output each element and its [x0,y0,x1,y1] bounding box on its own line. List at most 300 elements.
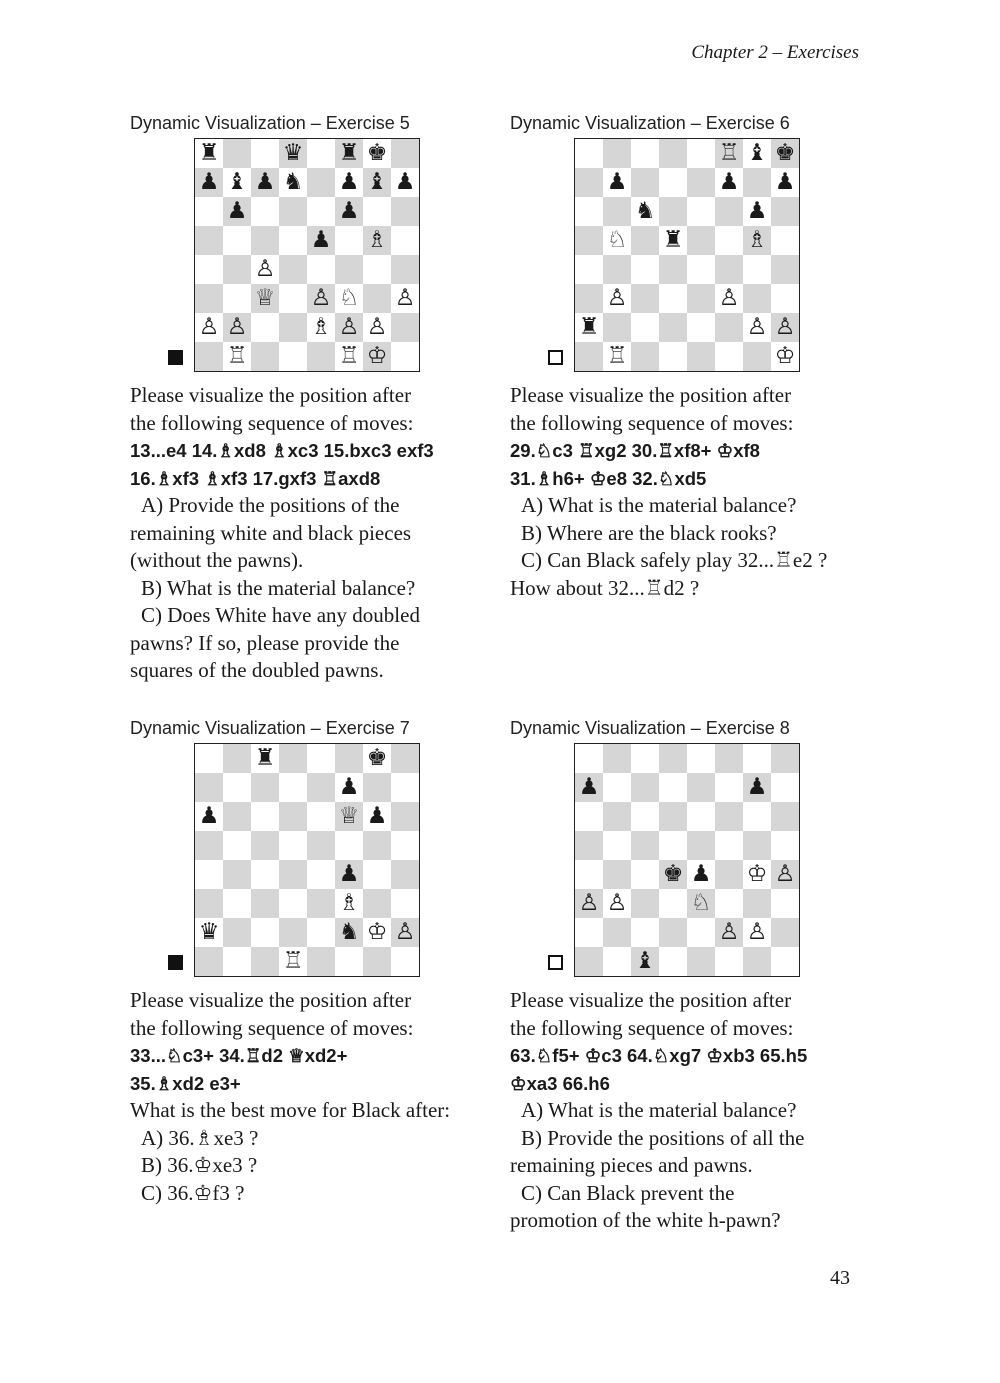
white-pawn-icon: ♙ [771,313,799,342]
intro-line: Please visualize the position after [510,988,792,1012]
board-square [307,197,335,226]
exercise-text [130,382,495,685]
black-bishop-icon: ♝ [743,139,771,168]
white-king-icon: ♔ [363,342,391,371]
board-square [715,831,743,860]
board-square [363,860,391,889]
chess-board [574,138,800,372]
board-square [659,255,687,284]
white-bishop-icon: ♗ [307,313,335,342]
exercise-text [510,382,875,602]
question-line: C) Does White have any doubled [141,603,420,627]
board-square [631,139,659,168]
board-square [715,860,743,889]
white-pawn-icon: ♙ [771,860,799,889]
white-queen-icon: ♕ [335,802,363,831]
board-square [743,744,771,773]
board-square [195,255,223,284]
exercise-title: Dynamic Visualization – Exercise 7 [130,718,410,738]
board-square [575,744,603,773]
board-square [631,226,659,255]
board-square [687,802,715,831]
white-knight-icon: ♘ [603,226,631,255]
board-square [771,918,799,947]
board-square [603,860,631,889]
white-king-icon: ♔ [743,860,771,889]
board-square [223,139,251,168]
black-bishop-icon: ♝ [223,168,251,197]
board-square [279,860,307,889]
board-square [687,918,715,947]
page-number: 43 [830,1267,850,1289]
white-rook-icon: ♖ [715,139,743,168]
board-square [631,255,659,284]
question-line: A) What is the material balance? [521,493,797,517]
board-square [223,831,251,860]
board-square [307,947,335,976]
question-line: promotion of the white h-pawn? [510,1208,781,1232]
board-square [603,802,631,831]
black-pawn-icon: ♟ [687,860,715,889]
chess-board [194,743,420,977]
black-pawn-icon: ♟ [195,168,223,197]
board-square [659,139,687,168]
board-square [307,773,335,802]
board-square [631,284,659,313]
board-square [335,255,363,284]
board-square [603,918,631,947]
board-square [391,947,419,976]
board-square [771,831,799,860]
black-king-icon: ♚ [363,744,391,773]
board-square [391,197,419,226]
diagram [130,138,495,374]
board-square [771,255,799,284]
board-square [195,947,223,976]
board-square [363,284,391,313]
chess-board [194,138,420,372]
black-pawn-icon: ♟ [603,168,631,197]
question-line: C) 36.♔f3 ? [141,1180,245,1205]
black-knight-icon: ♞ [631,197,659,226]
side-to-move-marker [548,350,563,365]
board-square [715,226,743,255]
board-square [659,197,687,226]
black-bishop-icon: ♝ [631,947,659,976]
board-square [307,831,335,860]
question-line: A) Provide the positions of the [141,493,400,517]
board-square [687,197,715,226]
white-pawn-icon: ♙ [715,284,743,313]
white-pawn-icon: ♙ [363,313,391,342]
white-pawn-icon: ♙ [251,255,279,284]
board-square [279,802,307,831]
black-queen-icon: ♛ [195,918,223,947]
board-square [743,168,771,197]
board-square [575,802,603,831]
board-square [363,773,391,802]
board-square [575,226,603,255]
black-pawn-icon: ♟ [335,860,363,889]
board-square [659,889,687,918]
board-square [307,342,335,371]
board-square [251,947,279,976]
board-square [223,860,251,889]
board-square [307,918,335,947]
board-square [575,918,603,947]
intro-line: the following sequence of moves: [510,410,794,435]
board-square [715,197,743,226]
board-square [279,313,307,342]
intro-line: Please visualize the position after [130,383,412,407]
board-square [195,860,223,889]
board-square [603,947,631,976]
board-square [659,918,687,947]
board-square [307,860,335,889]
board-square [575,284,603,313]
white-pawn-icon: ♙ [743,918,771,947]
board-square [631,889,659,918]
black-pawn-icon: ♟ [307,226,335,255]
board-square [659,284,687,313]
board-square [771,226,799,255]
board-square [279,342,307,371]
move-sequence: 13...e4 14.♗xd8 ♗xc3 15.bxc3 exf3 [130,440,434,461]
exercise-title: Dynamic Visualization – Exercise 5 [130,113,410,133]
intro-line: the following sequence of moves: [130,1015,414,1040]
black-pawn-icon: ♟ [715,168,743,197]
board-square [223,284,251,313]
board-square [659,773,687,802]
board-square [687,139,715,168]
board-square [715,889,743,918]
board-square [391,255,419,284]
exercise-5 [130,112,495,685]
board-square [391,139,419,168]
board-square [279,773,307,802]
board-square [603,139,631,168]
exercise-text [510,987,875,1235]
board-square [743,802,771,831]
question-line: remaining white and black pieces [130,520,412,545]
board-square [251,773,279,802]
black-knight-icon: ♞ [335,918,363,947]
exercise-8 [510,717,875,1235]
board-square [307,255,335,284]
white-knight-icon: ♘ [687,889,715,918]
board-square [391,226,419,255]
question-line: B) What is the material balance? [141,575,416,600]
white-king-icon: ♔ [771,342,799,371]
board-square [575,342,603,371]
white-pawn-icon: ♙ [391,918,419,947]
board-square [603,313,631,342]
board-square [631,342,659,371]
white-pawn-icon: ♙ [223,313,251,342]
white-rook-icon: ♖ [603,342,631,371]
board-square [251,918,279,947]
board-square [363,947,391,976]
intro-line: the following sequence of moves: [130,410,414,435]
board-square [603,744,631,773]
board-square [195,284,223,313]
move-sequence: 35.♗xd2 e3+ [130,1072,241,1094]
board-square [307,744,335,773]
board-square [251,139,279,168]
board-square [743,342,771,371]
diagram [510,743,875,979]
black-rook-icon: ♜ [575,313,603,342]
white-queen-icon: ♕ [251,284,279,313]
move-sequence: 33...♘c3+ 34.♖d2 ♕xd2+ [130,1045,348,1066]
board-square [687,831,715,860]
black-rook-icon: ♜ [195,139,223,168]
question-line: remaining pieces and pawns. [510,1153,753,1177]
white-bishop-icon: ♗ [743,226,771,255]
board-square [659,947,687,976]
white-rook-icon: ♖ [335,342,363,371]
white-rook-icon: ♖ [223,342,251,371]
black-king-icon: ♚ [659,860,687,889]
white-pawn-icon: ♙ [307,284,335,313]
board-square [659,744,687,773]
black-pawn-icon: ♟ [391,168,419,197]
move-sequence: 63.♘f5+ ♔c3 64.♘xg7 ♔xb3 65.h5 [510,1045,808,1066]
black-pawn-icon: ♟ [335,773,363,802]
board-square [631,313,659,342]
board-square [771,284,799,313]
board-square [251,860,279,889]
board-square [659,313,687,342]
board-square [223,255,251,284]
black-pawn-icon: ♟ [363,802,391,831]
board-square [391,313,419,342]
board-square [307,802,335,831]
black-pawn-icon: ♟ [251,168,279,197]
board-square [251,802,279,831]
board-square [307,889,335,918]
side-to-move-marker [168,350,183,365]
board-square [575,168,603,197]
board-square [195,831,223,860]
board-square [251,342,279,371]
board-square [279,284,307,313]
board-square [223,889,251,918]
board-square [771,197,799,226]
board-square [659,168,687,197]
board-square [223,744,251,773]
board-square [771,947,799,976]
board-square [251,831,279,860]
side-to-move-marker [548,955,563,970]
board-square [391,889,419,918]
board-square [223,802,251,831]
board-square [687,313,715,342]
black-pawn-icon: ♟ [771,168,799,197]
board-square [363,197,391,226]
board-square [631,773,659,802]
black-rook-icon: ♜ [251,744,279,773]
move-sequence: 16.♗xf3 ♗xf3 17.gxf3 ♖axd8 [130,467,381,489]
move-sequence: 29.♘c3 ♖xg2 30.♖xf8+ ♔xf8 [510,440,760,461]
board-square [743,889,771,918]
board-square [279,918,307,947]
board-square [631,744,659,773]
question-line: C) Can Black safely play 32...♖e2 ? [521,548,828,572]
board-square [687,947,715,976]
board-square [743,284,771,313]
question-line: B) Where are the black rooks? [521,520,777,545]
black-queen-icon: ♛ [279,139,307,168]
board-square [575,255,603,284]
board-square [575,947,603,976]
board-square [195,744,223,773]
board-square [687,342,715,371]
board-square [195,889,223,918]
board-square [743,947,771,976]
board-square [631,831,659,860]
white-knight-icon: ♘ [335,284,363,313]
board-square [223,947,251,976]
board-square [603,197,631,226]
board-square [715,313,743,342]
board-square [223,773,251,802]
board-square [391,773,419,802]
board-square [391,342,419,371]
board-square [391,860,419,889]
exercise-6 [510,112,875,602]
exercise-7 [130,717,495,1207]
board-square [195,342,223,371]
board-square [279,255,307,284]
exercise-text [130,987,495,1207]
white-pawn-icon: ♙ [603,889,631,918]
board-square [771,889,799,918]
board-square [279,744,307,773]
board-square [391,831,419,860]
board-square [195,773,223,802]
white-rook-icon: ♖ [279,947,307,976]
board-square [687,744,715,773]
white-pawn-icon: ♙ [575,889,603,918]
board-square [743,831,771,860]
board-square [307,139,335,168]
white-pawn-icon: ♙ [195,313,223,342]
board-square [391,744,419,773]
question-line: squares of the doubled pawns. [130,658,384,682]
diagram [130,743,495,979]
black-pawn-icon: ♟ [575,773,603,802]
board-square [631,168,659,197]
board-square [363,831,391,860]
board-square [279,226,307,255]
question-line: A) 36.♗xe3 ? [141,1125,259,1150]
question-line: (without the pawns). [130,548,304,572]
board-square [251,226,279,255]
intro-line: Please visualize the position after [510,383,792,407]
board-square [363,889,391,918]
board-square [715,342,743,371]
question-line: A) What is the material balance? [521,1098,797,1122]
board-square [687,773,715,802]
question-line: C) Can Black prevent the [521,1180,735,1205]
board-square [335,744,363,773]
board-square [307,168,335,197]
diagram [510,138,875,374]
board-square [715,947,743,976]
board-square [195,197,223,226]
black-rook-icon: ♜ [659,226,687,255]
running-header: Chapter 2 – Exercises [691,42,859,63]
black-rook-icon: ♜ [335,139,363,168]
black-pawn-icon: ♟ [743,197,771,226]
board-square [603,773,631,802]
white-bishop-icon: ♗ [335,889,363,918]
board-square [743,255,771,284]
board-square [715,802,743,831]
intro-line: the following sequence of moves: [510,1015,794,1040]
board-square [195,226,223,255]
board-square [687,284,715,313]
board-square [223,918,251,947]
white-pawn-icon: ♙ [335,313,363,342]
board-square [251,889,279,918]
move-sequence: 31.♗h6+ ♔e8 32.♘xd5 [510,467,707,489]
board-square [363,255,391,284]
board-square [391,802,419,831]
intro-line: Please visualize the position after [130,988,412,1012]
black-pawn-icon: ♟ [335,168,363,197]
exercise-title: Dynamic Visualization – Exercise 6 [510,113,790,133]
black-pawn-icon: ♟ [223,197,251,226]
board-square [631,802,659,831]
board-square [631,860,659,889]
board-square [335,226,363,255]
black-king-icon: ♚ [771,139,799,168]
board-square [715,773,743,802]
board-square [335,947,363,976]
board-square [771,773,799,802]
white-pawn-icon: ♙ [391,284,419,313]
white-pawn-icon: ♙ [603,284,631,313]
board-square [575,197,603,226]
question-line: B) Provide the positions of all the [521,1125,805,1150]
board-square [687,255,715,284]
board-square [659,802,687,831]
black-bishop-icon: ♝ [363,168,391,197]
board-square [251,197,279,226]
question-line: What is the best move for Black after: [130,1098,451,1122]
exercise-title: Dynamic Visualization – Exercise 8 [510,718,790,738]
white-king-icon: ♔ [363,918,391,947]
board-square [715,255,743,284]
board-square [715,744,743,773]
board-square [771,802,799,831]
black-pawn-icon: ♟ [195,802,223,831]
move-sequence: ♔xa3 66.h6 [510,1072,610,1094]
board-square [279,889,307,918]
question-line: B) 36.♔xe3 ? [141,1153,258,1177]
board-square [631,918,659,947]
white-pawn-icon: ♙ [715,918,743,947]
side-to-move-marker [168,955,183,970]
board-square [687,168,715,197]
black-pawn-icon: ♟ [743,773,771,802]
board-square [575,139,603,168]
board-square [771,744,799,773]
board-square [575,831,603,860]
board-square [251,313,279,342]
